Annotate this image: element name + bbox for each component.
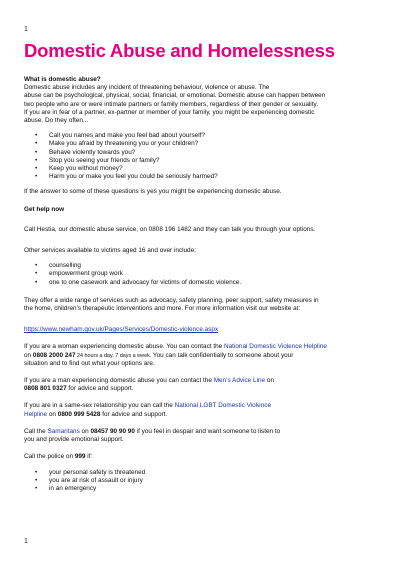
woman-on: on bbox=[24, 351, 33, 359]
service-item: • counselling bbox=[24, 262, 376, 270]
service-item: • empowerment group work bbox=[24, 270, 376, 278]
man-paragraph bbox=[24, 377, 376, 393]
page-number-top: 1 bbox=[24, 26, 28, 33]
samaritans-pre: Call the bbox=[24, 427, 48, 435]
other-services-text: Other services available to victims aged 16 and over include: bbox=[24, 247, 196, 255]
woman-paragraph bbox=[24, 343, 376, 368]
police-text bbox=[24, 453, 376, 461]
range-line: the home, children’s therapeutic interventions and more. For more information visit our website at: bbox=[24, 305, 301, 313]
police-number: 999 bbox=[74, 453, 86, 461]
man-phone: 0808 801 0327 bbox=[24, 385, 67, 393]
samaritans-paragraph bbox=[24, 428, 376, 444]
page-title: Domestic Abuse and Homelessness bbox=[24, 40, 335, 61]
what-paragraph bbox=[24, 84, 376, 125]
lgbt-helpline-link-cont[interactable]: Helpline bbox=[24, 410, 48, 418]
woman-phone: 0808 2000 247 bbox=[32, 351, 76, 359]
police-condition-item: • in an emergency bbox=[24, 485, 376, 493]
what-line: abuse can be psychological, physical, social, financial, or emotional. Domestic abuse can happen between bbox=[24, 92, 326, 100]
range-line: They offer a wide range of services such as advocacy, safety planning, peer support, safety measures in bbox=[24, 296, 319, 304]
page-content bbox=[24, 40, 376, 493]
national-dv-helpline-link[interactable]: National Domestic Violence Helpline bbox=[224, 343, 327, 351]
samesex-paragraph bbox=[24, 402, 376, 418]
range-paragraph bbox=[24, 297, 376, 313]
services-list bbox=[24, 262, 376, 287]
samesex-text: If you are in a same-sex relationship you can call the bbox=[24, 402, 175, 410]
samaritans-phone: 08457 90 90 90 bbox=[90, 427, 135, 435]
what-line: abuse. Do they often... bbox=[24, 117, 89, 125]
what-line: If you are in fear of a partner, ex-partner or member of your family, you might be experiencing domestic bbox=[24, 108, 315, 116]
samesex-on: on bbox=[47, 410, 58, 418]
woman-text: If you are a woman experiencing domestic abuse. You can contact the bbox=[24, 343, 225, 351]
question-item: • Behave violently towards you? bbox=[24, 149, 376, 157]
woman-hours: 24 hours a day, 7 days a week. bbox=[75, 352, 152, 359]
man-text: If you are a man experiencing domestic abuse you can contact the bbox=[24, 377, 214, 385]
police-post: if: bbox=[85, 453, 93, 461]
website-link[interactable]: https://www.newham.gov.uk/Pages/Services/Domestic-violence.aspx bbox=[24, 326, 219, 334]
man-on: on bbox=[265, 377, 274, 385]
woman-line2: situation and to find out what your options are. bbox=[24, 359, 155, 367]
what-heading: What is domestic abuse? bbox=[24, 76, 101, 83]
get-help-heading: Get help now bbox=[24, 205, 65, 213]
samaritans-line2: you and provide emotional support. bbox=[24, 436, 124, 444]
man-post: for advice and support. bbox=[66, 385, 134, 393]
what-line: two people who are or were intimate partners or family members, regardless of their gender or sexuality. bbox=[24, 100, 318, 108]
question-item: • Call you names and make you feel bad about yourself? bbox=[24, 132, 376, 140]
question-list bbox=[24, 132, 376, 181]
question-item: • Keep you without money? bbox=[24, 165, 376, 173]
question-item: • Stop you seeing your friends or family? bbox=[24, 157, 376, 165]
lgbt-helpline-link[interactable]: National LGBT Domestic Violence bbox=[174, 402, 272, 410]
samaritans-on: on bbox=[79, 427, 91, 435]
what-line: Domestic abuse includes any incident of threatening behaviour, violence or abuse. The bbox=[24, 84, 270, 92]
police-conditions-list bbox=[24, 469, 376, 494]
question-item: • Make you afraid by threatening you or your children? bbox=[24, 140, 376, 148]
service-item: • one to one casework and advocacy for victims of domestic violence. bbox=[24, 279, 376, 287]
woman-mid: You can talk confidentially to someone about your bbox=[151, 351, 294, 359]
answer-text: If the answer to some of these questions is yes you might be experiencing domestic abuse. bbox=[24, 188, 282, 196]
police-pre: Call the police on bbox=[24, 453, 75, 461]
hestia-text: Call Hestia, our domestic abuse service, on 0808 196 1482 and they can talk you through your options. bbox=[24, 225, 316, 233]
police-condition-item: • you are at risk of assault or injury bbox=[24, 477, 376, 485]
mens-advice-line-link[interactable]: Men’s Advice Line bbox=[213, 377, 266, 385]
police-condition-item: • your personal safety is threatened bbox=[24, 469, 376, 477]
samesex-phone: 0800 999 5428 bbox=[57, 410, 101, 418]
samaritans-post: if you feel in despair and want someone to listen to bbox=[134, 427, 281, 435]
samesex-post: for advice and support. bbox=[100, 410, 168, 418]
samaritans-link[interactable]: Samaritans bbox=[47, 427, 80, 435]
question-item: • Harm you or make you feel you could be seriously harmed? bbox=[24, 173, 376, 181]
page-number-bottom: 1 bbox=[24, 538, 28, 545]
